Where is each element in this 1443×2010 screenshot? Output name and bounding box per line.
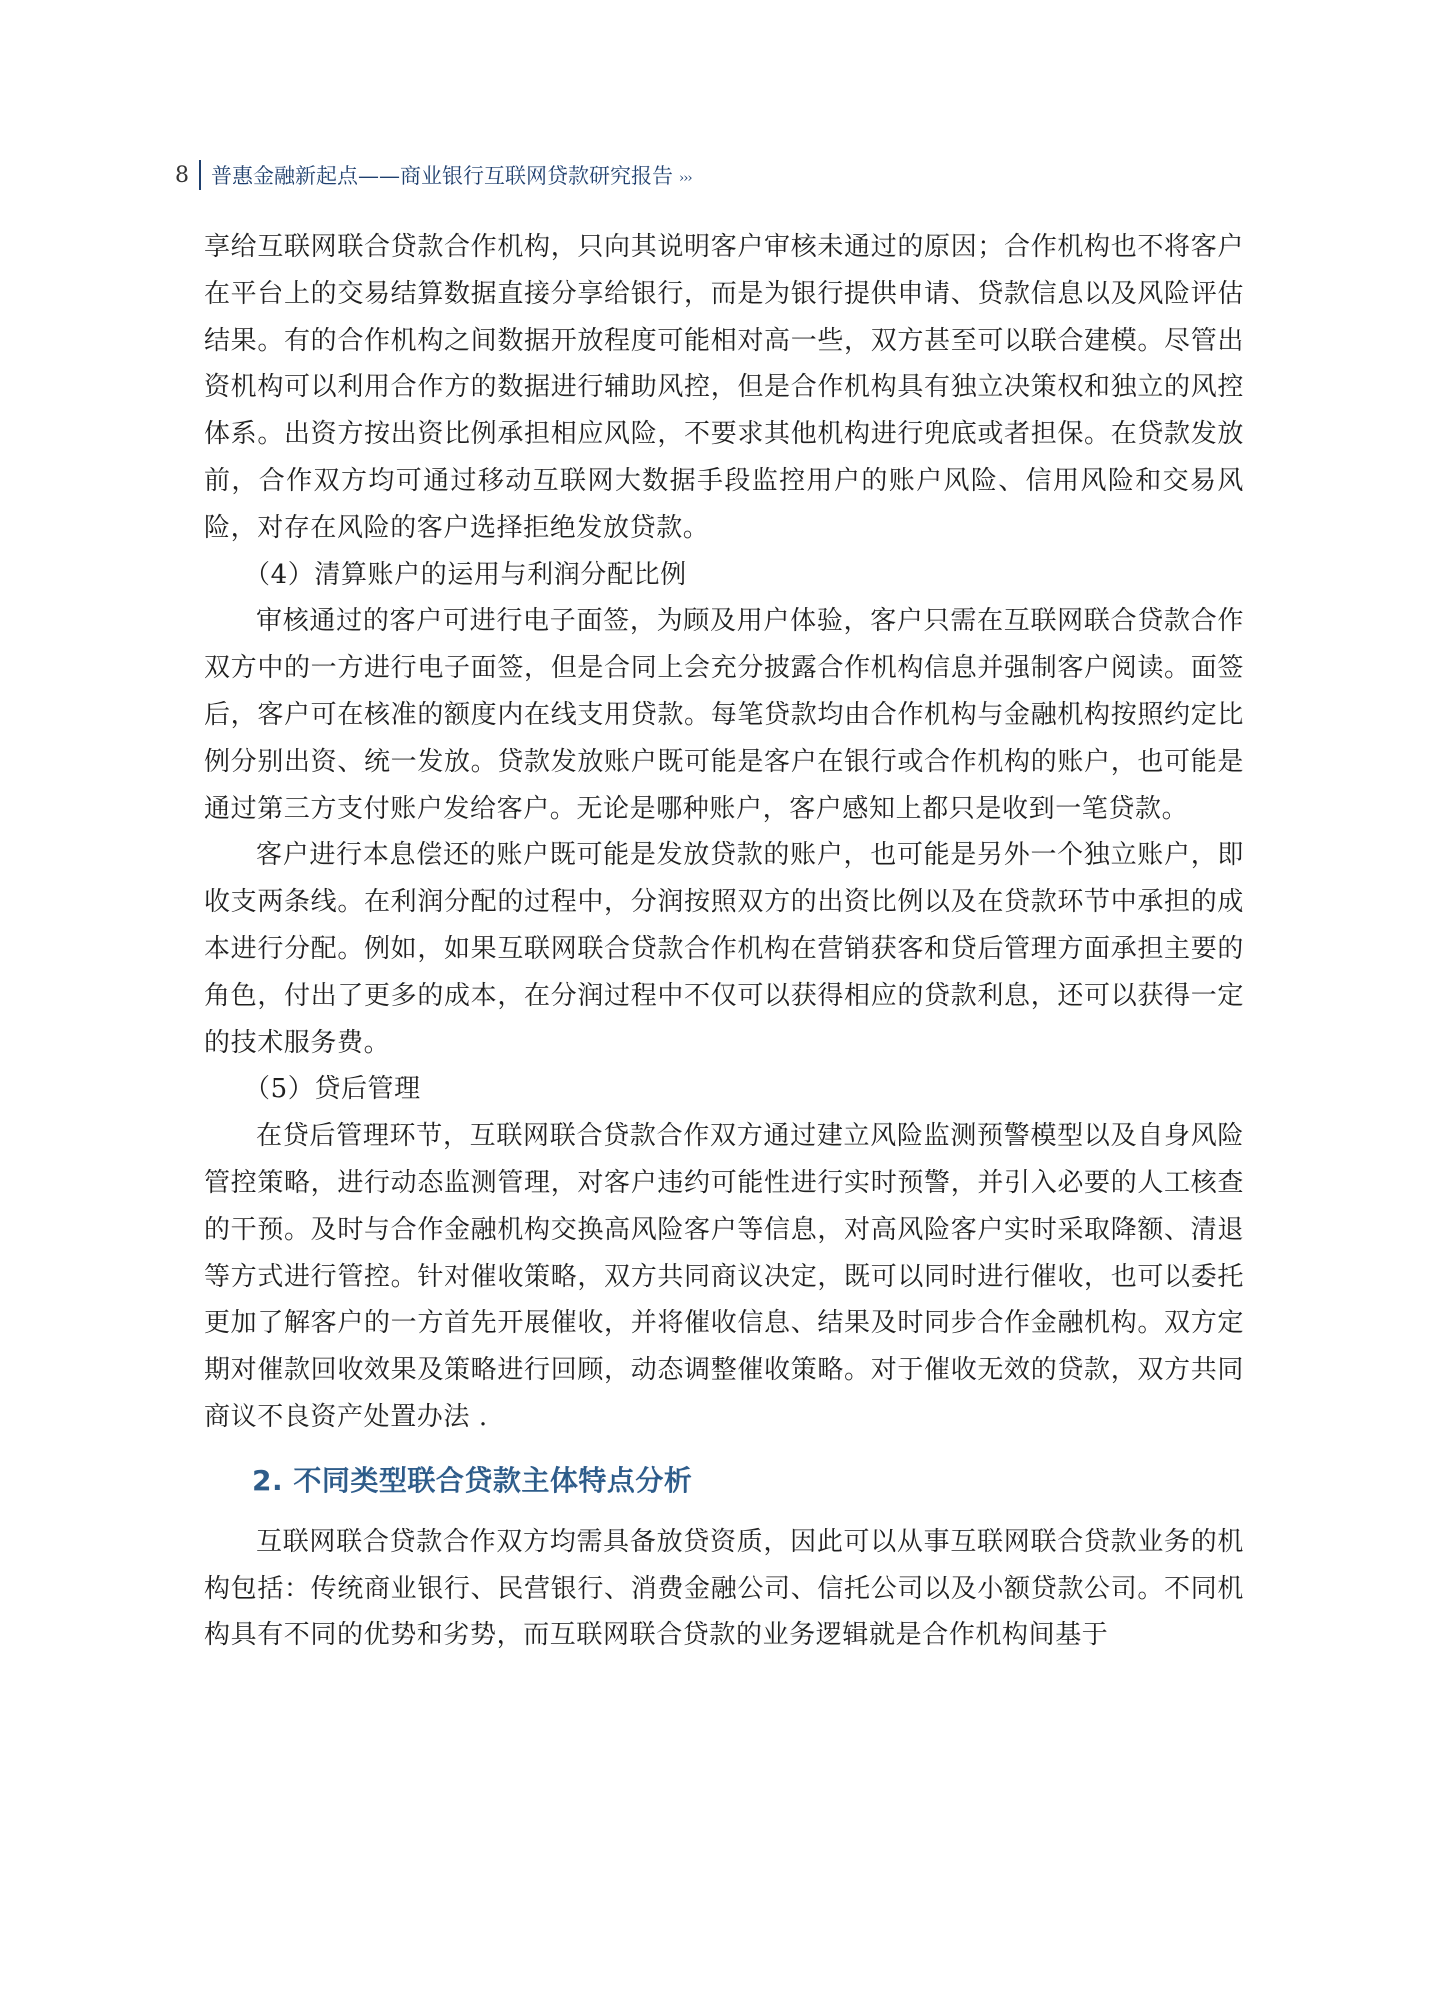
paragraph-1: 享给互联网联合贷款合作机构，只向其说明客户审核未通过的原因；合作机构也不将客户在平台上的交易结算数据直接分享给银行，而是为银行提供申请、贷款信息以及风险评估结果。有的合作机构之间数据开放程度可能相对高一些，双方甚至可以联合建模。尽管出资机构可以利用合作方的数据进行辅助风控，但是合作机构具有独立决策权和独立的风控体系。出资方按出资比例承担相应风险，不要求其他机构进行兜底或者担保。在贷款发放前，合作双方均可通过移动互联网大数据手段监控用户的账户风险、信用风险和交易风险，对存在风险的客户选择拒绝发放贷款。	[204, 232, 1244, 543]
paragraph-5: 互联网联合贷款合作双方均需具备放贷资质，因此可以从事互联网联合贷款业务的机构包括：传统商业银行、民营银行、消费金融公司、信托公司以及小额贷款公司。不同机构具有不同的优势和劣势，而互联网联合贷款的业务逻辑就是合作机构间基于	[204, 1526, 1244, 1651]
body-text	[204, 224, 1244, 1659]
header-divider	[199, 160, 201, 190]
subheading-5: （5）贷后管理	[244, 1074, 421, 1105]
paragraph-4: 在贷后管理环节，互联网联合贷款合作双方通过建立风险监测预警模型以及自身风险管控策略，进行动态监测管理，对客户违约可能性进行实时预警，并引入必要的人工核查的干预。及时与合作金融机构交换高风险客户等信息，对高风险客户实时采取降额、清退等方式进行管控。针对催收策略，双方共同商议决定，既可以同时进行催收，也可以委托更加了解客户的一方首先开展催收，并将催收信息、结果及时同步合作金融机构。双方定期对催款回收效果及策略进行回顾，动态调整催收策略。对于催收无效的贷款，双方共同商议不良资产处置办法 .	[204, 1121, 1244, 1432]
page-number: 8	[175, 162, 189, 188]
section-heading-2: 2. 不同类型联合贷款主体特点分析	[252, 1463, 693, 1497]
running-header	[175, 158, 692, 192]
paragraph-2: 审核通过的客户可进行电子面签，为顾及用户体验，客户只需在互联网联合贷款合作双方中的一方进行电子面签，但是合同上会充分披露合作机构信息并强制客户阅读。面签后，客户可在核准的额度内在线支用贷款。每笔贷款均由合作机构与金融机构按照约定比例分别出资、统一发放。贷款发放账户既可能是客户在银行或合作机构的账户，也可能是通过第三方支付账户发给客户。无论是哪种账户，客户感知上都只是收到一笔贷款。	[204, 606, 1244, 824]
chevron-right-icon: ›››	[679, 170, 692, 186]
subheading-4: （4）清算账户的运用与利润分配比例	[244, 559, 687, 590]
header-title: 普惠金融新起点——商业银行互联网贷款研究报告	[211, 164, 673, 188]
paragraph-3: 客户进行本息偿还的账户既可能是发放贷款的账户，也可能是另外一个独立账户，即收支两条线。在利润分配的过程中，分润按照双方的出资比例以及在贷款环节中承担的成本进行分配。例如，如果互联网联合贷款合作机构在营销获客和贷后管理方面承担主要的角色，付出了更多的成本，在分润过程中不仅可以获得相应的贷款利息，还可以获得一定的技术服务费。	[204, 840, 1244, 1058]
